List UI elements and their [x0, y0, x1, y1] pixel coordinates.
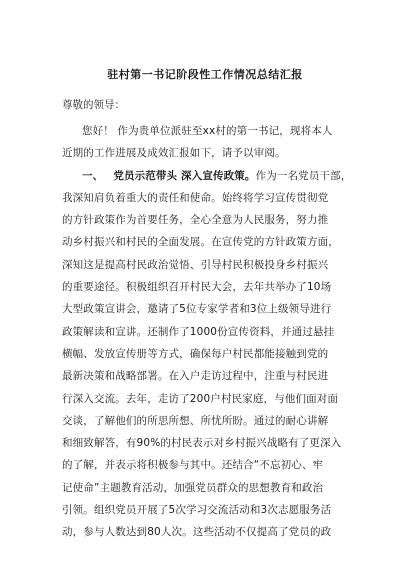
paragraph-line: 我深知肩负着重大的责任和使命。始终将学习宣传贯彻党 [62, 191, 329, 204]
intro-line: 近期的工作进展及成效汇报如下，请予以审阅。 [62, 147, 286, 160]
section-heading-continuation: 作为一名党员干部， [255, 169, 352, 182]
paragraph-line: 行深入交流。去年，走访了200户村民家庭，与他们面对面 [62, 392, 339, 405]
paragraph-line: 动，参与人数达到80人次。这些活动不仅提高了党员的政 [62, 526, 332, 539]
paragraph-line: 交谈，了解他们的所思所想、所忧所盼。通过的耐心讲解 [62, 414, 329, 427]
paragraph-line: 的了解，并表示将积极参与其中。还结合“不忘初心、牢 [62, 459, 324, 472]
section-heading: 党员示范带头 深入宣传政策。 [113, 169, 256, 182]
salutation: 尊敬的领导： [62, 99, 125, 111]
paragraph-line: 大型政策宣讲会，邀请了5位专家学者和3位上级领导进行 [62, 303, 332, 316]
paragraph-line: 和细致解答，有90%的村民表示对乡村振兴战略有了更深入 [62, 437, 342, 450]
paragraph-line: 深知这是提高村民政治觉悟、引导村民积极投身乡村振兴 [62, 258, 329, 271]
paragraph-line: 横幅、发放宣传册等方式，确保每户村民都能接触到党的 [62, 347, 329, 360]
paragraph-line: 政策解读和宣讲。还制作了1000份宣传资料，并通过悬挂 [62, 325, 335, 338]
paragraph-line: 的重要途径。积极组织召开村民大会，去年共举办了10场 [62, 281, 332, 294]
paragraph-line: 动乡村振兴和村民的全面发展。在宣传党的方针政策方面， [62, 236, 339, 249]
paragraph-line: 的方针政策作为首要任务，全心全意为人民服务，努力推 [62, 214, 329, 227]
intro-line: 您好！ 作为贵单位派驻至xx村的第一书记，现将本人 [82, 125, 333, 137]
paragraph-line: 记使命”主题教育活动，加强党员群众的思想教育和政治 [62, 481, 324, 494]
paragraph-line: 引领。组织党员开展了5次学习交流活动和3次志愿服务活 [62, 504, 332, 517]
document-body [62, 120, 352, 544]
section-number: 一、 [82, 169, 104, 182]
document-title: 驻村第一书记阶段性工作情况总结汇报 [107, 68, 303, 81]
section-heading-line [62, 165, 352, 187]
paragraph-line: 最新决策和战略部署。在入户走访过程中，注重与村民进 [62, 370, 329, 383]
